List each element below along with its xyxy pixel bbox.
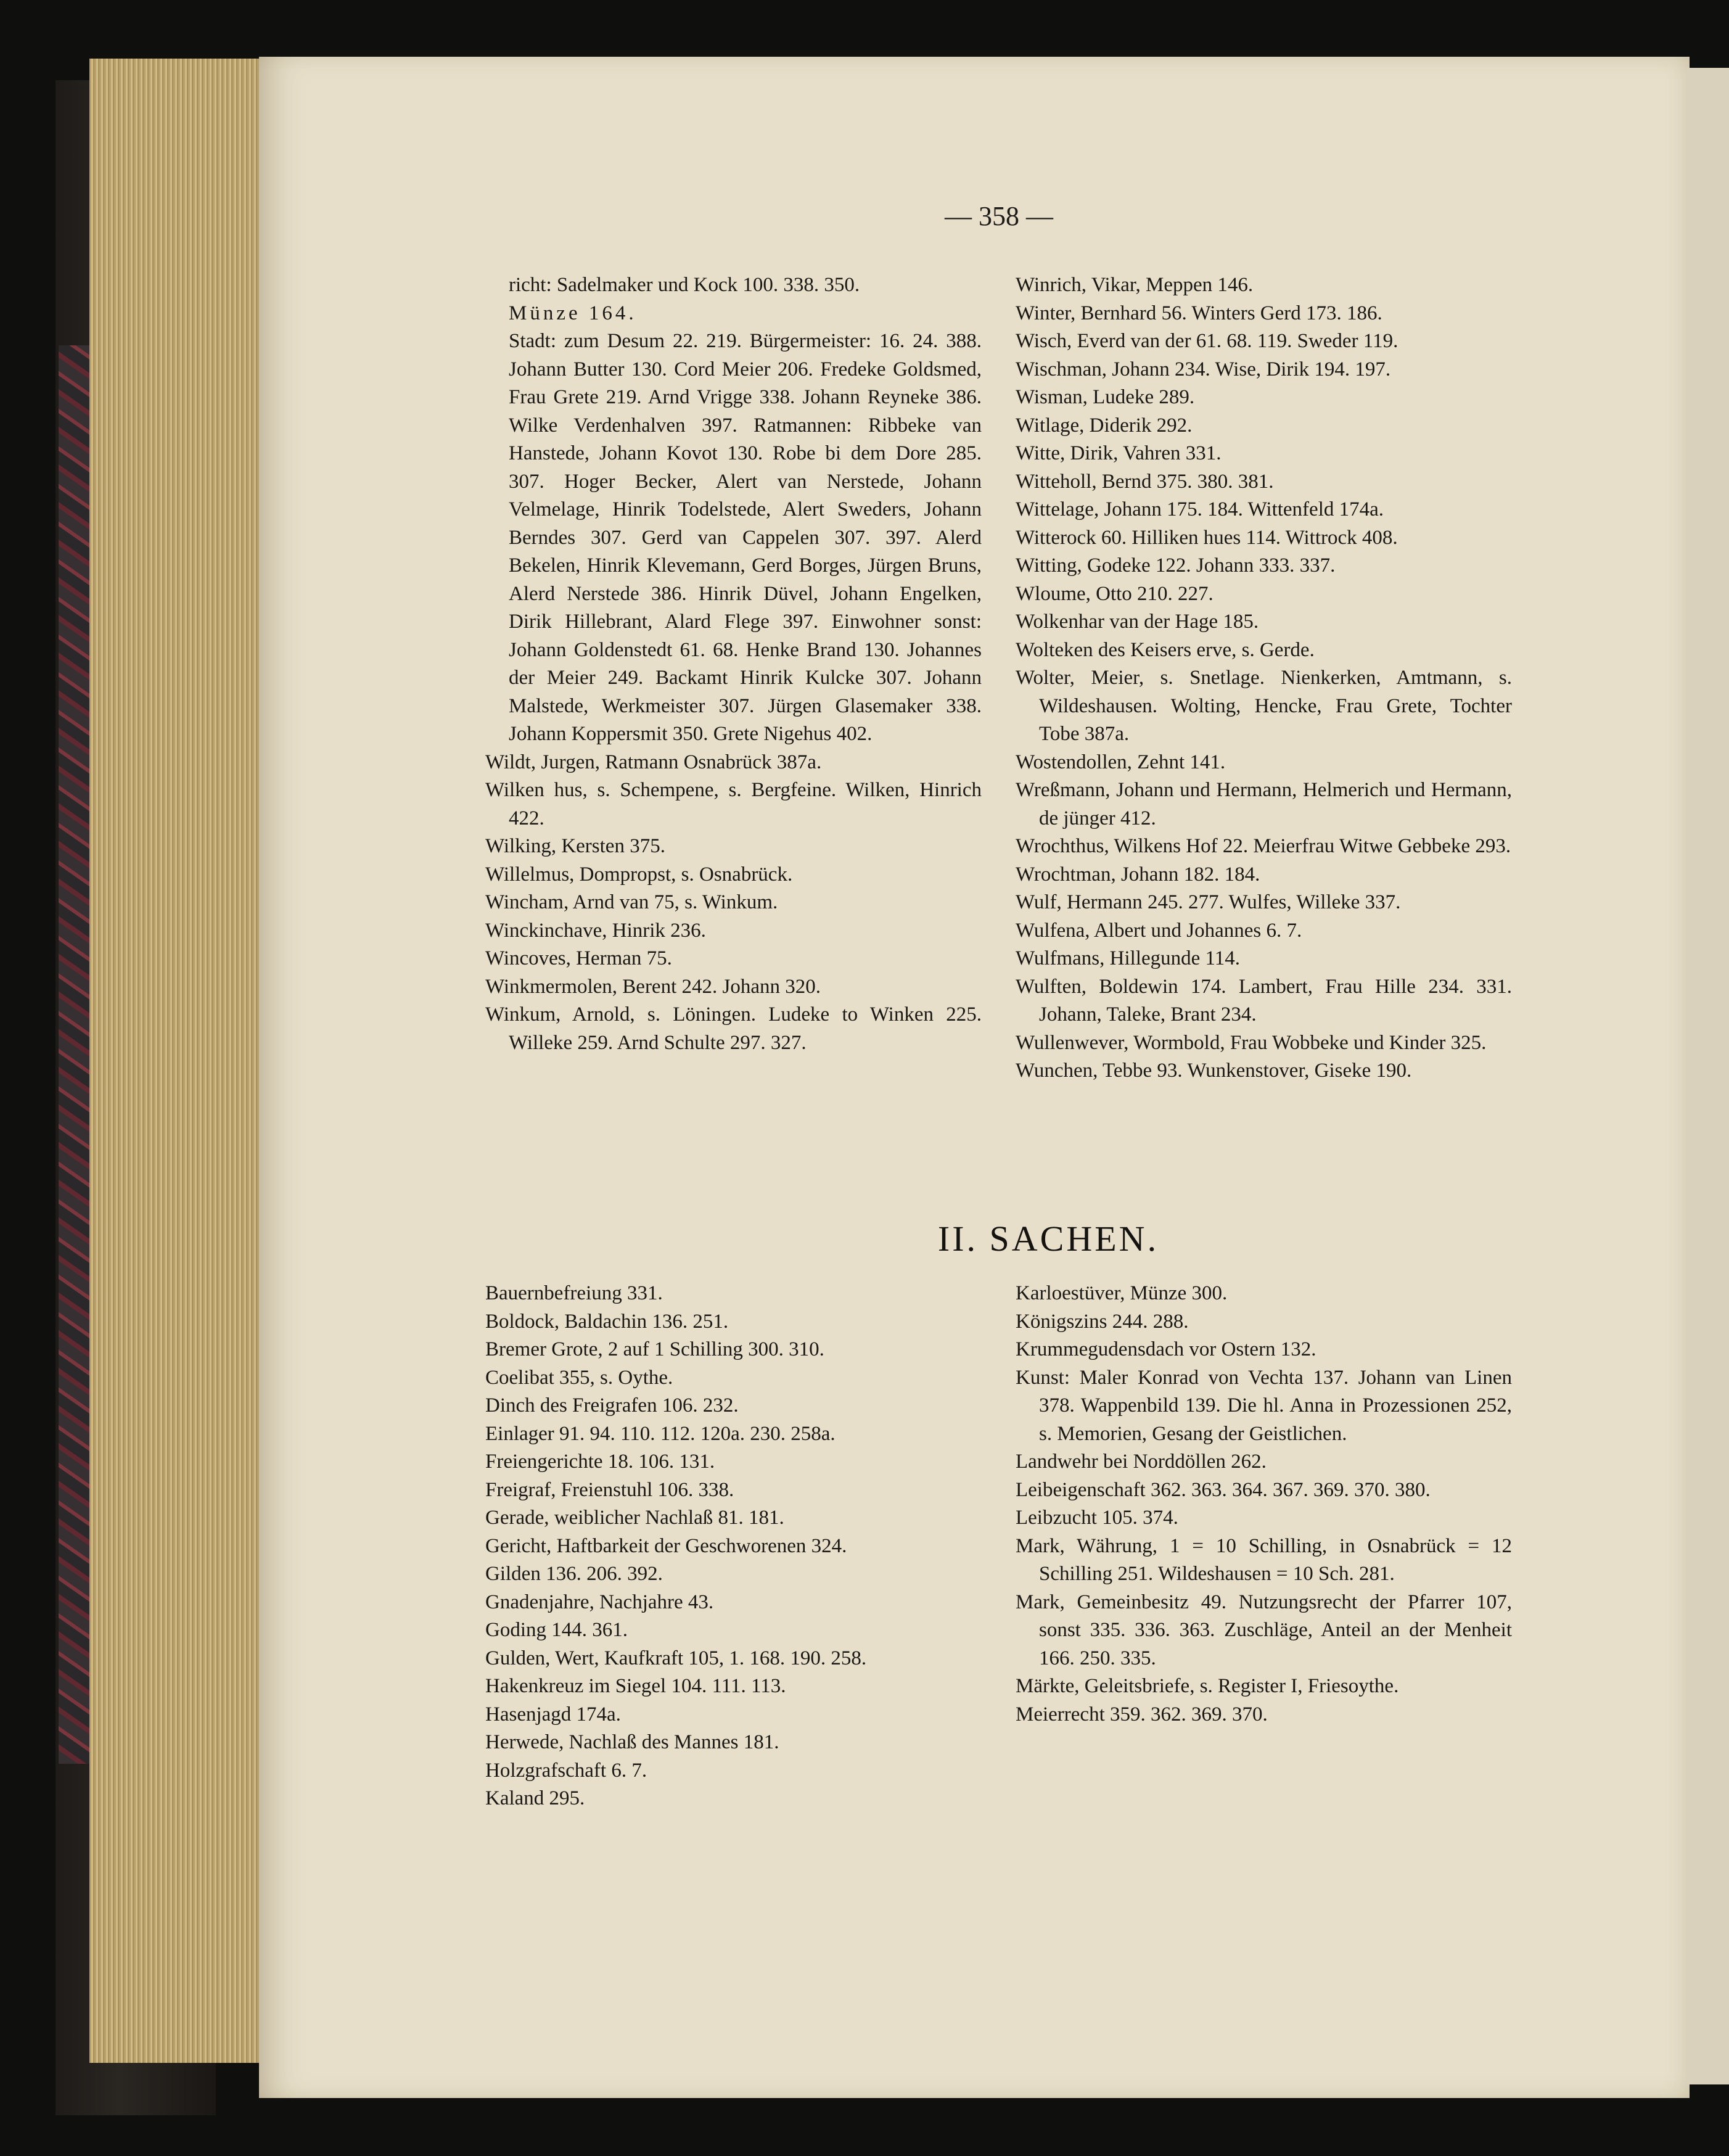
index-entry: Mark, Währung, 1 = 10 Schilling, in Osnabrück = 12 Schilling 251. Wildeshausen = 10 Sch. 281. (1016, 1534, 1512, 1585)
index-entry: Gericht, Haftbarkeit der Geschworenen 324. (485, 1534, 847, 1557)
index-entry: Herwede, Nachlaß des Mannes 181. (485, 1731, 779, 1753)
index-entry: Wildt, Jurgen, Ratmann Osnabrück 387a. (485, 751, 822, 773)
index-entry: Bauernbefreiung 331. (485, 1282, 663, 1304)
index-entry: Wischman, Johann 234. Wise, Dirik 194. 197. (1016, 358, 1391, 381)
index-entry: Krummegudensdach vor Ostern 132. (1016, 1338, 1316, 1360)
index-entry: Wloume, Otto 210. 227. (1016, 582, 1214, 605)
index-entry: Wulften, Boldewin 174. Lambert, Frau Hille 234. 331. Johann, Taleke, Brant 234. (1016, 975, 1512, 1026)
index-entry: Wostendollen, Zehnt 141. (1016, 751, 1226, 773)
index-entry: Witlage, Diderik 292. (1016, 414, 1193, 437)
facing-page-edge (1686, 68, 1729, 2084)
index-entry: Wulfena, Albert und Johannes 6. 7. (1016, 919, 1302, 942)
page-number: — 358 — (945, 201, 1053, 231)
index-entry: Gulden, Wert, Kaufkraft 105, 1. 168. 190. 258. (485, 1647, 867, 1669)
index-entry: Witteholl, Bernd 375. 380. 381. (1016, 470, 1274, 493)
index-entry: Wisch, Everd van der 61. 68. 119. Sweder 119. (1016, 330, 1398, 352)
index-entry: Leibeigenschaft 362. 363. 364. 367. 369. 370. 380. (1016, 1478, 1431, 1501)
subject-column-1 (485, 1280, 982, 1813)
index-entry: Einlager 91. 94. 110. 112. 120a. 230. 258a. (485, 1422, 836, 1445)
page-edges (89, 59, 262, 2063)
index-entry: Wrochthus, Wilkens Hof 22. Meierfrau Witwe Gebbeke 293. (1016, 835, 1511, 857)
index-entry: Wilking, Kersten 375. (485, 835, 665, 857)
index-entry: Kunst: Maler Konrad von Vechta 137. Johann van Linen 378. Wappenbild 139. Die hl. Anna in Prozessionen 252, s. Memorien, Gesang der Geistlichen. (1016, 1366, 1512, 1445)
index-entry: Wisman, Ludeke 289. (1016, 386, 1195, 408)
subject-column-2 (1016, 1280, 1512, 1729)
index-entry: Coelibat 355, s. Oythe. (485, 1366, 673, 1389)
index-entry: Witting, Godeke 122. Johann 333. 337. (1016, 554, 1336, 577)
index-column-2 (1016, 271, 1512, 1085)
index-entry: Winrich, Vikar, Meppen 146. (1016, 274, 1254, 296)
index-entry: Wulf, Hermann 245. 277. Wulfes, Willeke 337. (1016, 891, 1401, 913)
index-entry: Boldock, Baldachin 136. 251. (485, 1310, 729, 1333)
index-entry: Wullenwever, Wormbold, Frau Wobbeke und Kinder 325. (1016, 1031, 1487, 1054)
index-entry: Landwehr bei Norddöllen 262. (1016, 1450, 1267, 1473)
index-entry: richt: Sadelmaker und Kock 100. 338. 350. (509, 274, 860, 296)
index-entry: Märkte, Geleitsbriefe, s. Register I, Friesoythe. (1016, 1675, 1399, 1697)
index-entry: Wulfmans, Hillegunde 114. (1016, 947, 1241, 969)
index-entry: Wincham, Arnd van 75, s. Winkum. (485, 891, 778, 913)
index-entry: Bremer Grote, 2 auf 1 Schilling 300. 310. (485, 1338, 824, 1360)
index-entry: Wolter, Meier, s. Snetlage. Nienkerken, Amtmann, s. Wildeshausen. Wolting, Hencke, Frau Grete, Tochter Tobe 387a. (1016, 667, 1512, 745)
index-entry: Freigraf, Freienstuhl 106. 338. (485, 1478, 734, 1501)
index-entry: Willelmus, Dompropst, s. Osnabrück. (485, 863, 793, 886)
index-entry: Winter, Bernhard 56. Winters Gerd 173. 186. (1016, 302, 1382, 324)
index-entry: Goding 144. 361. (485, 1619, 628, 1641)
index-entry: Wolteken des Keisers erve, s. Gerde. (1016, 638, 1315, 661)
index-entry: Wunchen, Tebbe 93. Wunkenstover, Giseke 190. (1016, 1059, 1412, 1082)
index-entry: Hasenjagd 174a. (485, 1703, 621, 1726)
index-entry: Meierrecht 359. 362. 369. 370. (1016, 1703, 1268, 1726)
section-heading: II. SACHEN. (937, 1219, 1159, 1259)
index-entry: Wilken hus, s. Schempene, s. Bergfeine. Wilken, Hinrich 422. (485, 779, 982, 829)
index-entry: Dinch des Freigrafen 106. 232. (485, 1394, 739, 1417)
index-entry: Winkum, Arnold, s. Löningen. Ludeke to Winken 225. Willeke 259. Arnd Schulte 297. 327. (485, 1003, 982, 1054)
index-column-1 (485, 271, 982, 1057)
index-entry: Hakenkreuz im Siegel 104. 111. 113. (485, 1675, 786, 1697)
marbled-endpaper (59, 345, 89, 1764)
index-entry: Karloestüver, Münze 300. (1016, 1282, 1228, 1304)
index-entry: Witte, Dirik, Vahren 331. (1016, 442, 1222, 464)
index-entry: Wincoves, Herman 75. (485, 947, 672, 969)
index-entry: Winkmermolen, Berent 242. Johann 320. (485, 975, 821, 998)
index-entry: Wittelage, Johann 175. 184. Wittenfeld 174a. (1016, 498, 1384, 520)
index-entry: Wolkenhar van der Hage 185. (1016, 611, 1259, 633)
index-entry: Wreßmann, Johann und Hermann, Helmerich und Hermann, de jünger 412. (1016, 779, 1512, 829)
index-entry: Gilden 136. 206. 392. (485, 1563, 663, 1585)
index-entry: Witterock 60. Hilliken hues 114. Wittrock 408. (1016, 526, 1398, 549)
index-entry: Kaland 295. (485, 1787, 585, 1809)
index-entry: Königszins 244. 288. (1016, 1310, 1189, 1333)
index-entry: Winckinchave, Hinrik 236. (485, 919, 706, 942)
index-entry: Gerade, weiblicher Nachlaß 81. 181. (485, 1507, 784, 1529)
index-entry: Wrochtman, Johann 182. 184. (1016, 863, 1260, 886)
index-entry: Münze 164. (509, 302, 637, 324)
index-entry: Freiengerichte 18. 106. 131. (485, 1450, 715, 1473)
index-entry: Stadt: zum Desum 22. 219. Bürgermeister: 16. 24. 388. Johann Butter 130. Cord Meier 206. Fredeke Goldsmed, Frau Grete 219. Arnd Vrigge 338. Johann Reyneke 386. Wilke Verdenhalven 397. Ratmannen: Ribbeke van Hanstede, Johann Kovot 130. Robe bi dem Dore 285. 307. Hoger Becker, Alert van Nerstede, Johann Velmelage, Hinrik Todelstede, Alert Sweders, Johann Berndes 307. Gerd van Cappelen 307. 397. Alerd Bekelen, Hinrik Klevemann, Gerd Borges, Jürgen Bruns, Alerd Nerstede 386. Hinrik Düvel, Johann Engelken, Dirik Hillebrant, Alard Flege 397. Einwohner sonst: Johann Goldenstedt 61. 68. Henke Brand 130. Johannes der Meier 249. Backamt Hinrik Kulcke 307. Johann Malstede, Werkmeister 307. Jürgen Glasemaker 338. Johann Koppersmit 350. Grete Nigehus 402. (509, 330, 982, 745)
index-entry: Mark, Gemeinbesitz 49. Nutzungsrecht der Pfarrer 107, sonst 335. 336. 363. Zuschläge, Anteil an der Menheit 166. 250. 335. (1016, 1590, 1512, 1669)
index-entry: Holzgrafschaft 6. 7. (485, 1759, 647, 1782)
index-entry: Gnadenjahre, Nachjahre 43. (485, 1590, 714, 1613)
index-entry: Leibzucht 105. 374. (1016, 1507, 1178, 1529)
